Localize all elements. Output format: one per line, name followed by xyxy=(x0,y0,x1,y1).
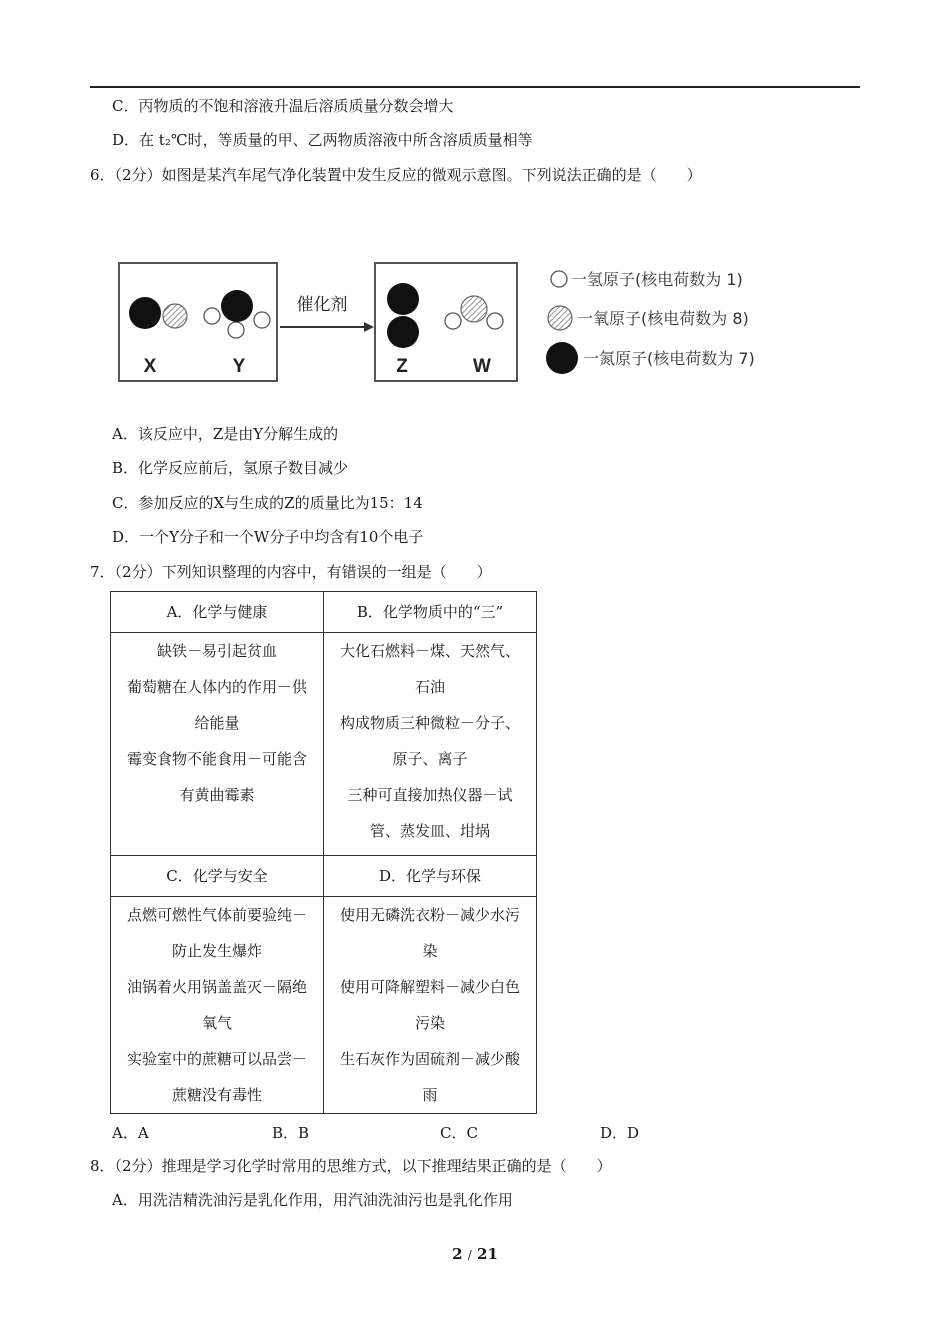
cell-line: 缺铁－易引起贫血 xyxy=(156,642,277,660)
choice-b: B．B xyxy=(272,1124,310,1142)
nitrogen-atom xyxy=(387,283,419,315)
knowledge-table xyxy=(110,591,537,1114)
cell-line: 有黄曲霉素 xyxy=(179,786,255,804)
q5-option-c: C．丙物质的不饱和溶液升温后溶质质量分数会增大 xyxy=(112,97,454,115)
q6-stem: 6．（2分）如图是某汽车尾气净化装置中发生反应的微观示意图。下列说法正确的是（ ） xyxy=(90,166,702,184)
oxygen-atom xyxy=(163,304,187,328)
catalyst-label: 催化剂 xyxy=(296,295,348,315)
page-total: 21 xyxy=(477,1245,498,1263)
cell-line: 使用无磷洗衣粉－减少水污 xyxy=(339,906,520,924)
choice-d: D．D xyxy=(600,1124,640,1142)
q8-option-a: A．用洗洁精洗油污是乳化作用，用汽油洗油污也是乳化作用 xyxy=(112,1191,513,1209)
cell-c-body xyxy=(111,897,324,1114)
cell-line: 使用可降解塑料－减少白色 xyxy=(339,978,520,996)
legend-oxygen-icon xyxy=(548,306,572,330)
q6-option-a: A．该反应中，Z是由Y分解生成的 xyxy=(112,425,339,443)
legend-hydrogen-icon xyxy=(551,271,567,287)
hydrogen-atom xyxy=(487,313,503,329)
q7-stem: 7．（2分）下列知识整理的内容中，有错误的一组是（ ） xyxy=(90,563,492,581)
hydrogen-atom xyxy=(254,312,270,328)
cell-line: 给能量 xyxy=(194,714,240,732)
page-number xyxy=(0,1245,950,1263)
page-separator: / xyxy=(467,1248,472,1262)
nitrogen-atom xyxy=(387,316,419,348)
oxygen-atom xyxy=(461,296,487,322)
page-current: 2 xyxy=(452,1245,463,1263)
label-y: Y xyxy=(232,356,246,377)
cell-line: 生石灰作为固硫剂－减少酸 xyxy=(339,1050,520,1068)
cell-a-head: A．化学与健康 xyxy=(111,592,324,633)
cell-line: 污染 xyxy=(414,1014,445,1032)
cell-line: 雨 xyxy=(422,1086,438,1104)
cell-d-head: D．化学与环保 xyxy=(324,856,537,897)
cell-line: 大化石燃料－煤、天然气、 xyxy=(339,642,520,660)
legend-nitrogen: 一氮原子(核电荷数为 7) xyxy=(583,349,755,368)
cell-line: 构成物质三种微粒－分子、 xyxy=(339,714,520,732)
label-x: X xyxy=(143,356,157,377)
cell-a-body xyxy=(111,633,324,856)
cell-line: 蔗糖没有毒性 xyxy=(171,1086,262,1104)
legend-nitrogen-icon xyxy=(546,342,578,374)
cell-line: 葡萄糖在人体内的作用－供 xyxy=(126,678,307,696)
nitrogen-atom xyxy=(129,297,161,329)
cell-line: 油锅着火用锅盖盖灭－隔绝 xyxy=(126,978,307,996)
q7-choices xyxy=(112,1122,672,1142)
legend-oxygen: 一氧原子(核电荷数为 8) xyxy=(577,309,749,328)
q8-stem: 8．（2分）推理是学习化学时常用的思维方式，以下推理结果正确的是（ ） xyxy=(90,1157,612,1175)
q6-option-c: C．参加反应的X与生成的Z的质量比为15：14 xyxy=(112,494,423,512)
cell-line: 点燃可燃性气体前要验纯－ xyxy=(126,906,307,924)
hydrogen-atom xyxy=(228,322,244,338)
cell-line: 原子、离子 xyxy=(392,750,468,768)
cell-line: 实验室中的蔗糖可以品尝－ xyxy=(126,1050,307,1068)
q6-option-d: D．一个Y分子和一个W分子中均含有10个电子 xyxy=(112,528,424,546)
cell-line: 管、蒸发皿、坩埚 xyxy=(369,822,490,840)
choice-a: A．A xyxy=(112,1124,149,1142)
cell-line: 三种可直接加热仪器－试 xyxy=(347,786,513,804)
hydrogen-atom xyxy=(445,313,461,329)
reaction-diagram xyxy=(112,250,812,390)
cell-line: 染 xyxy=(422,942,438,960)
nitrogen-atom xyxy=(221,290,253,322)
cell-line: 氧气 xyxy=(201,1014,232,1032)
molecule-w xyxy=(445,296,503,329)
molecule-x xyxy=(129,297,187,329)
cell-c-head: C．化学与安全 xyxy=(111,856,324,897)
label-z: Z xyxy=(396,356,408,377)
choice-c: C．C xyxy=(440,1124,478,1142)
molecule-y xyxy=(204,290,270,338)
cell-line: 防止发生爆炸 xyxy=(171,942,262,960)
cell-d-body xyxy=(324,897,537,1114)
q6-option-b: B．化学反应前后，氢原子数目减少 xyxy=(112,459,349,477)
legend xyxy=(546,270,755,374)
legend-hydrogen: 一氢原子(核电荷数为 1) xyxy=(571,270,743,289)
cell-line: 石油 xyxy=(414,678,445,696)
molecule-z xyxy=(387,283,419,348)
arrow-head-icon xyxy=(364,322,374,332)
cell-b-head: B．化学物质中的“三” xyxy=(324,592,537,633)
label-w: W xyxy=(473,356,491,377)
header-rule xyxy=(90,86,860,88)
cell-b-body xyxy=(324,633,537,856)
hydrogen-atom xyxy=(204,308,220,324)
cell-line: 霉变食物不能食用－可能含 xyxy=(126,750,307,768)
q5-option-d: D．在 t₂℃时，等质量的甲、乙两物质溶液中所含溶质质量相等 xyxy=(112,131,533,149)
